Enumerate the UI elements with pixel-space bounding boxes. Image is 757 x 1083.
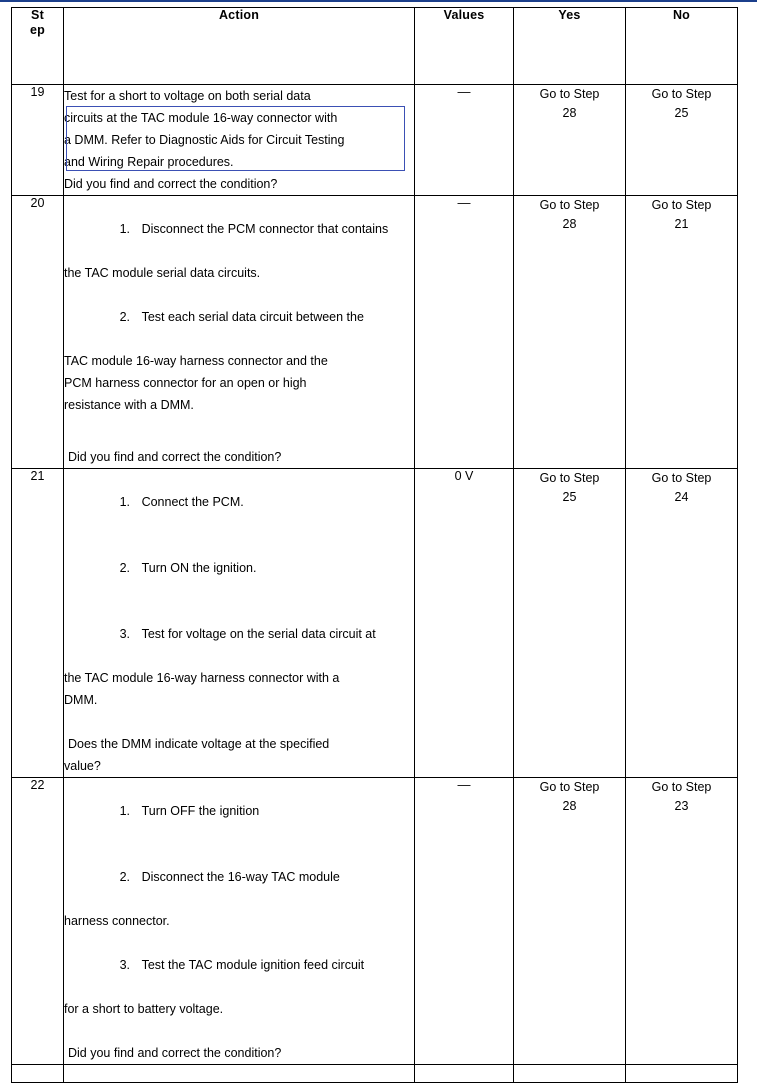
action-numbered-item (64, 469, 414, 535)
yes-branch-step: 28 (562, 217, 577, 231)
action-line: a DMM. Refer to Diagnostic Aids for Circuit Testing (64, 133, 345, 147)
step-cell-partial (12, 1065, 64, 1083)
action-item-text: Disconnect the 16-way TAC module (141, 870, 340, 884)
action-cell (64, 196, 415, 469)
action-cell (64, 778, 415, 1065)
action-item-number: 1. (119, 495, 131, 509)
action-line: Test for a short to voltage on both serial data (64, 89, 311, 103)
no-branch-label: Go to Step (651, 471, 712, 485)
values-cell (415, 196, 514, 469)
action-line: harness connector. (64, 914, 170, 928)
action-cell-partial (64, 1065, 415, 1083)
action-numbered-item (64, 196, 414, 262)
yes-branch-cell (514, 778, 626, 1065)
action-step-list (64, 469, 414, 711)
table-header-row (12, 8, 738, 85)
no-branch-cell (626, 196, 738, 469)
yes-cell-partial (514, 1065, 626, 1083)
values-text: — (457, 195, 471, 210)
no-cell-partial (626, 1065, 738, 1083)
action-item-number: 3. (119, 627, 131, 641)
column-header-values: Values (415, 8, 514, 85)
column-header-step-line2: ep (30, 23, 45, 37)
action-cell (64, 85, 415, 196)
table-row (12, 85, 738, 196)
yes-branch-label: Go to Step (539, 198, 600, 212)
yes-branch-step: 28 (562, 799, 577, 813)
action-item-number: 2. (119, 310, 131, 324)
values-cell (415, 469, 514, 778)
values-cell (415, 778, 514, 1065)
action-question: Does the DMM indicate voltage at the specified (68, 737, 330, 751)
action-question: Did you find and correct the condition? (68, 450, 282, 464)
no-branch-step: 25 (674, 106, 689, 120)
values-text: 0 V (454, 469, 474, 483)
action-line: resistance with a DMM. (64, 398, 194, 412)
table-row (12, 196, 738, 469)
action-item-number: 1. (119, 804, 131, 818)
action-item-number: 2. (119, 870, 131, 884)
no-branch-label: Go to Step (651, 87, 712, 101)
yes-branch-step: 25 (562, 490, 577, 504)
action-spacer (64, 416, 414, 446)
no-branch-step: 21 (674, 217, 689, 231)
action-line: and Wiring Repair procedures. (64, 155, 234, 169)
step-number: 22 (12, 778, 64, 1065)
no-branch-cell (626, 778, 738, 1065)
action-question-cont: value? (64, 759, 101, 773)
action-question: Did you find and correct the condition? (68, 1046, 282, 1060)
table-row (12, 469, 738, 778)
no-branch-label: Go to Step (651, 780, 712, 794)
action-spacer (64, 711, 414, 733)
action-item-text: Turn ON the ignition. (141, 561, 257, 575)
step-number: 20 (12, 196, 64, 469)
action-item-text: Disconnect the PCM connector that contains (141, 222, 389, 236)
yes-branch-step: 28 (562, 106, 577, 120)
action-item-number: 3. (119, 958, 131, 972)
no-branch-step: 23 (674, 799, 689, 813)
action-numbered-item (64, 284, 414, 350)
action-item-text: Test for voltage on the serial data circuit at (141, 627, 376, 641)
diagnostic-table-container (11, 7, 737, 1083)
yes-branch-cell (514, 85, 626, 196)
column-header-action: Action (64, 8, 415, 85)
action-item-text: Turn OFF the ignition (141, 804, 260, 818)
values-cell (415, 85, 514, 196)
no-branch-step: 24 (674, 490, 689, 504)
action-numbered-item (64, 778, 414, 844)
action-numbered-item (64, 844, 414, 910)
yes-branch-label: Go to Step (539, 471, 600, 485)
step-number: 19 (12, 85, 64, 196)
action-line: TAC module 16-way harness connector and the (64, 354, 328, 368)
action-line: DMM. (64, 693, 98, 707)
action-line: the TAC module 16-way harness connector with a (64, 671, 340, 685)
top-accent-rule (0, 0, 757, 2)
column-header-yes: Yes (514, 8, 626, 85)
action-item-text: Connect the PCM. (141, 495, 244, 509)
action-item-number: 2. (119, 561, 131, 575)
values-cell-partial (415, 1065, 514, 1083)
action-item-number: 1. (119, 222, 131, 236)
values-text: — (457, 777, 471, 792)
action-item-text: Test each serial data circuit between the (141, 310, 364, 324)
no-branch-label: Go to Step (651, 198, 712, 212)
action-numbered-item (64, 932, 414, 998)
yes-branch-cell (514, 469, 626, 778)
no-branch-cell (626, 469, 738, 778)
action-step-list (64, 778, 414, 1020)
action-line: circuits at the TAC module 16-way connector with (64, 111, 338, 125)
action-numbered-item (64, 601, 414, 667)
action-line: for a short to battery voltage. (64, 1002, 224, 1016)
diagnostic-table (11, 7, 738, 1083)
action-cell (64, 469, 415, 778)
yes-branch-label: Go to Step (539, 780, 600, 794)
action-line: the TAC module serial data circuits. (64, 266, 261, 280)
action-question: Did you find and correct the condition? (64, 177, 278, 191)
column-header-step (12, 8, 64, 85)
step-number: 21 (12, 469, 64, 778)
action-item-text: Test the TAC module ignition feed circuit (141, 958, 365, 972)
column-header-step-line1: St (31, 8, 44, 22)
table-row (12, 778, 738, 1065)
table-row-partial (12, 1065, 738, 1083)
yes-branch-label: Go to Step (539, 87, 600, 101)
values-text: — (457, 84, 471, 99)
action-spacer (64, 1020, 414, 1042)
action-step-list (64, 196, 414, 416)
column-header-no: No (626, 8, 738, 85)
yes-branch-cell (514, 196, 626, 469)
action-numbered-item (64, 535, 414, 601)
no-branch-cell (626, 85, 738, 196)
action-line: PCM harness connector for an open or high (64, 376, 307, 390)
